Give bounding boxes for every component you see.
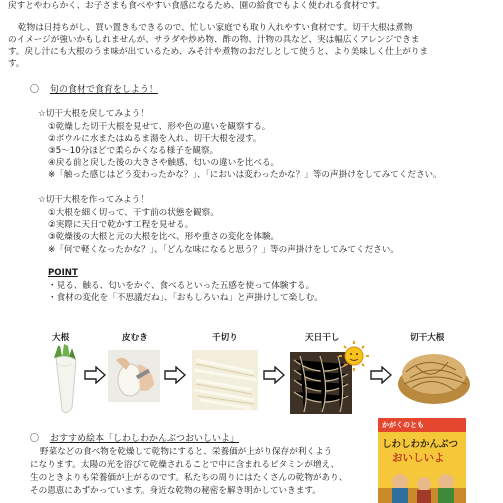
intro-line: のイメージが強いかもしれませんが、サラダや炒め物、酢の物、汁物の具など、実は幅広くアレンジできま	[8, 35, 420, 45]
intro-line: 乾物は日持ちがし、買い置きもできるので、忙しい家庭でも取り入れやすい食材です。切干大根は煮物	[18, 23, 413, 33]
peeling-photo	[108, 350, 160, 402]
dried-daikon-photo	[396, 344, 472, 406]
book-desc-line: になります。太陽の光を浴びて乾燥されることで中に含まれるビタミンが増え、	[30, 460, 340, 470]
point-line: ・見る、触る、匂いをかぐ、食べるといった五感を使って体験する。	[48, 281, 315, 291]
book-title: おいしいよ	[392, 452, 445, 464]
arrow-right-icon	[84, 366, 106, 384]
sun-drying-photo	[290, 340, 378, 420]
process-step-label: 大根	[52, 333, 70, 343]
activity-step: ①乾燥した切干大根を見せて、形や色の違いを観察する。	[48, 122, 271, 132]
book-series: かがくのとも	[382, 421, 424, 429]
arrow-right-icon	[164, 366, 186, 384]
activity-title: ☆切干大根を作ってみよう！	[38, 195, 149, 205]
daikon-photo	[44, 344, 84, 416]
process-step-label: 千切り	[212, 333, 238, 343]
intro-line: す。	[8, 59, 25, 69]
activity-step: ②ボウルに水またはぬるま湯を入れ、切干大根を浸す。	[48, 134, 262, 144]
process-step-label: 切干大根	[410, 333, 445, 343]
section-title: 旬の食材で食育をしよう！	[49, 85, 158, 95]
activity-step: ④戻る前と戻した後の大きさや触感、匂いの違いを比べる。	[48, 158, 280, 168]
arrow-right-icon	[263, 366, 285, 384]
intro-line: 戻すとやわらかく、お子さまも食べやすい食感になるため、園の給食でもよく使われる食材です。	[8, 1, 385, 11]
activity-note: ※「触った感じはどう変わったかな？」、「においは変わったかな？」等の声掛けをしてみてください。	[48, 170, 442, 180]
section-title: おすすめ絵本「しわしわかんぶつおいしいよ」	[49, 434, 239, 444]
activity-step: ①大根を細く切って、干す前の状態を観察。	[48, 208, 219, 218]
book-illustration	[378, 466, 466, 503]
book-desc-line: その恩恵にあずかっています。身近な乾物の秘密を解き明かしていきます。	[30, 486, 321, 496]
book-title: しわしわかんぶつ	[382, 439, 459, 450]
section-heading	[30, 433, 239, 445]
book-cover	[378, 418, 466, 503]
point-label: POINT	[48, 268, 78, 278]
section-bullet: 〇	[30, 434, 40, 444]
activity-title: ☆切干大根を戻してみよう！	[38, 109, 149, 119]
point-line: ・食材の変化を「不思議だね」、「おもしろいね」と声掛けして楽しむ。	[48, 293, 323, 303]
activity-step: ②実際に天日で乾かす工程を見せる。	[48, 220, 194, 230]
section-bullet: 〇	[30, 85, 40, 95]
activity-note: ※「何で軽くなったかな？」、「どんな味になると思う？」等の声掛けをしてみてください。	[48, 245, 399, 255]
process-step-label: 天日干し	[305, 333, 340, 343]
arrow-right-icon	[370, 366, 392, 384]
book-desc-line: 野菜などの食べ物を乾燥して乾物にすると、栄養価が上がり保存が利くよう	[40, 447, 333, 457]
activity-step: ③5～10分ほどで柔らかくなる様子を観察。	[48, 146, 219, 156]
book-desc-line: 生のときよりも栄養価が上がるのです。私たちの周りにはたくさんの乾物があり、	[30, 473, 348, 483]
julienne-photo	[192, 350, 258, 410]
activity-step: ③乾燥後の大根と元の大根を比べ、形や重さの変化を体験。	[48, 232, 280, 242]
intro-line: す。戻し汁にも大根のうま味が出ているため、みそ汁や煮物のおだしとして使うと、より美味しく仕上がりま	[8, 47, 429, 57]
process-step-label: 皮むき	[122, 333, 148, 343]
section-heading	[30, 84, 158, 96]
